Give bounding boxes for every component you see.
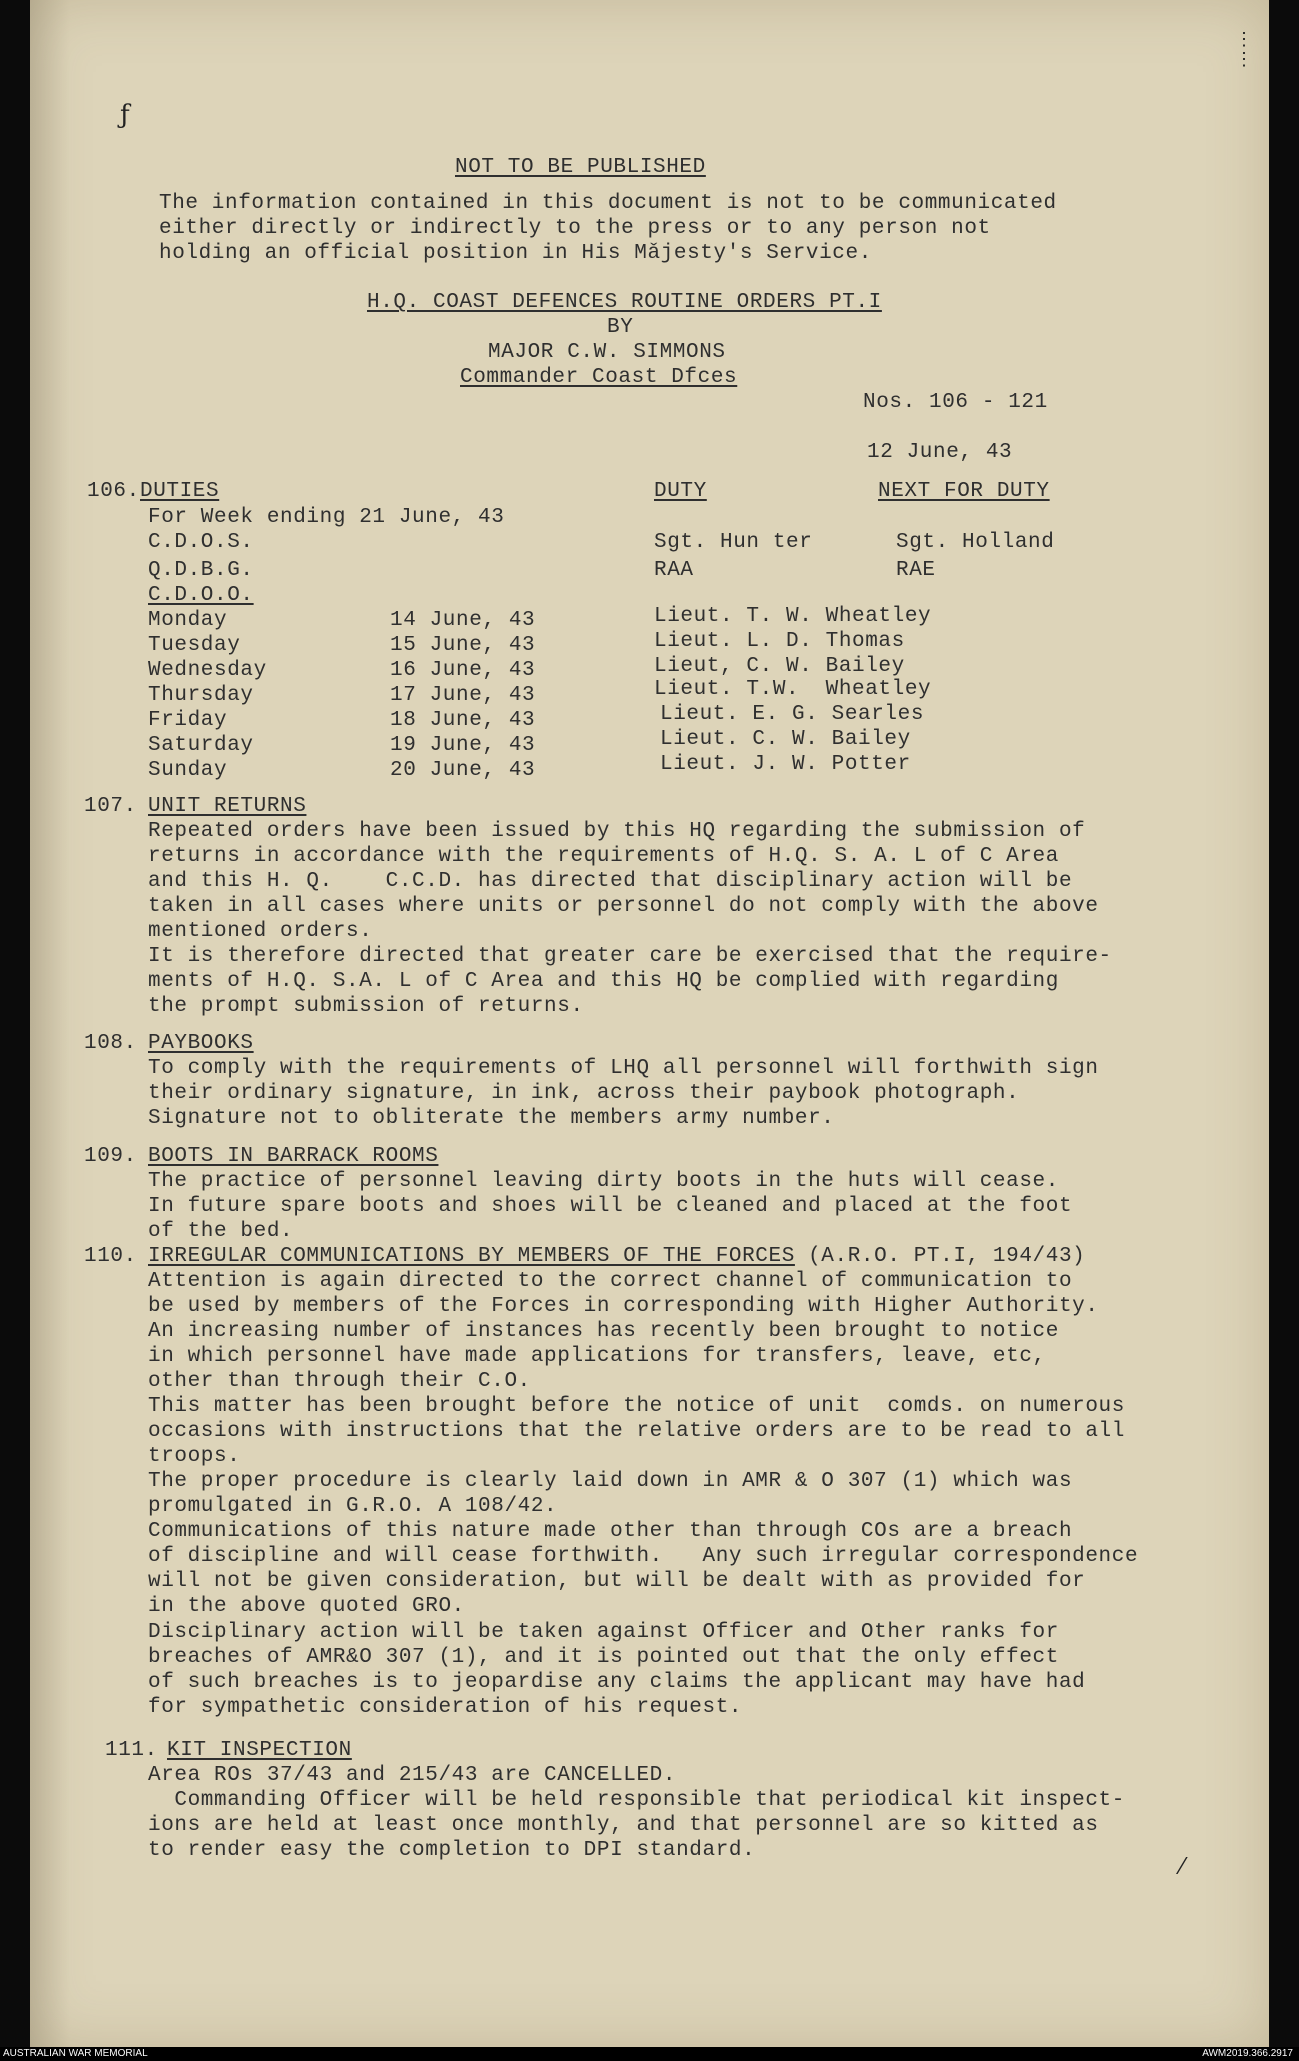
section-line: in the above quoted GRO. xyxy=(148,1595,465,1618)
duty-date: 15 June, 43 xyxy=(390,634,536,657)
duty-officer: Lieut. T.W. Wheatley xyxy=(654,678,932,701)
section-line: This matter has been brought before the notice of unit comds. on numerous xyxy=(148,1395,1125,1418)
section-line: and this H. Q. C.C.D. has directed that disciplinary action will be xyxy=(148,870,1073,893)
duty-role: C.D.O.O. xyxy=(148,584,254,607)
section-line: The proper procedure is clearly laid down in AMR & O 307 (1) which was xyxy=(148,1470,1073,1493)
duty-officer: Lieut. E. G. Searles xyxy=(660,703,925,726)
duty-role: C.D.O.S. xyxy=(148,531,254,554)
section-line: To comply with the requirements of LHQ all personnel will forthwith sign xyxy=(148,1057,1099,1080)
section-line: Signature not to obliterate the members army number. xyxy=(148,1107,835,1130)
duty-role: Q.D.B.G. xyxy=(148,559,254,582)
duty-day: Saturday xyxy=(148,734,254,757)
section-line: of such breaches is to jeopardise any claims the applicant may have had xyxy=(148,1671,1086,1694)
section-heading-row xyxy=(148,1244,1085,1269)
section-line: be used by members of the Forces in corresponding with Higher Authority. xyxy=(148,1295,1099,1318)
section-line: Commanding Officer will be held responsible that periodical kit inspect- xyxy=(148,1789,1125,1812)
section-line: in which personnel have made applications for transfers, leave, etc, xyxy=(148,1345,1046,1368)
orders-by: BY xyxy=(607,316,634,339)
section-line: Disciplinary action will be taken against Officer and Other ranks for xyxy=(148,1621,1059,1644)
duty-date: 19 June, 43 xyxy=(390,734,536,757)
section-line: Repeated orders have been issued by this HQ regarding the submission of xyxy=(148,820,1086,843)
orders-date: 12 June, 43 xyxy=(867,441,1013,464)
section-heading: KIT INSPECTION xyxy=(167,1739,352,1762)
duty-date: 20 June, 43 xyxy=(390,759,536,782)
section-heading: IRREGULAR COMMUNICATIONS BY MEMBERS OF THE FORCES xyxy=(148,1245,795,1268)
notice-title: NOT TO BE PUBLISHED xyxy=(455,156,706,179)
section-line: Attention is again directed to the correct channel of communication to xyxy=(148,1270,1073,1293)
section-line: taken in all cases where units or personnel do not comply with the above xyxy=(148,895,1099,918)
section-line: for sympathetic consideration of his request. xyxy=(148,1696,743,1719)
duty-officer: Lieut. L. D. Thomas xyxy=(654,630,905,653)
section-line: The practice of personnel leaving dirty boots in the huts will cease. xyxy=(148,1170,1059,1193)
duty-date: 17 June, 43 xyxy=(390,684,536,707)
margin-mark: ⁄ xyxy=(1180,1855,1184,1880)
archive-id: AWM2019.366.2917 xyxy=(1202,2048,1293,2059)
section-line: occasions with instructions that the relative orders are to be read to all xyxy=(148,1420,1125,1443)
section-line: their ordinary signature, in ink, across their paybook photograph. xyxy=(148,1082,1020,1105)
section-line: of the bed. xyxy=(148,1220,294,1243)
section-line: ions are held at least once monthly, and that personnel are so kitted as xyxy=(148,1814,1099,1837)
section-line: ments of H.Q. S.A. L of C Area and this HQ be complied with regarding xyxy=(148,970,1059,993)
duty-date: 18 June, 43 xyxy=(390,709,536,732)
duty-officer: Lieut. T. W. Wheatley xyxy=(654,605,932,628)
orders-author-title: Commander Coast Dfces xyxy=(460,366,738,389)
archive-footer xyxy=(0,2047,1299,2061)
section-number: 110. xyxy=(84,1245,137,1268)
duty-officer: Lieut. J. W. Potter xyxy=(660,753,911,776)
duty-date: 14 June, 43 xyxy=(390,609,536,632)
section-line: promulgated in G.R.O. A 108/42. xyxy=(148,1495,558,1518)
orders-title: H.Q. COAST DEFENCES ROUTINE ORDERS PT.I xyxy=(367,291,882,314)
duties-week: For Week ending 21 June, 43 xyxy=(148,506,505,529)
duty-day: Monday xyxy=(148,609,228,632)
section-heading: PAYBOOKS xyxy=(148,1032,254,1055)
duty-day: Wednesday xyxy=(148,659,267,682)
section-line: mentioned orders. xyxy=(148,920,373,943)
orders-author: MAJOR C.W. SIMMONS xyxy=(488,341,726,364)
duty-day: Friday xyxy=(148,709,228,732)
section-line: breaches of AMR&O 307 (1), and it is pointed out that the only effect xyxy=(148,1646,1059,1669)
section-line: troops. xyxy=(148,1445,241,1468)
section-heading: BOOTS IN BARRACK ROOMS xyxy=(148,1145,439,1168)
section-line: In future spare boots and shoes will be cleaned and placed at the foot xyxy=(148,1195,1073,1218)
section-line: to render easy the completion to DPI standard. xyxy=(148,1839,756,1862)
section-number: 109. xyxy=(84,1145,137,1168)
section-line: the prompt submission of returns. xyxy=(148,995,584,1018)
section-heading: DUTIES xyxy=(140,480,220,503)
section-line: of discipline and will cease forthwith. Any such irregular correspondence xyxy=(148,1545,1139,1568)
duty-officer: Lieut, C. W. Bailey xyxy=(654,655,905,678)
section-line: An increasing number of instances has recently been brought to notice xyxy=(148,1320,1059,1343)
section-heading-ref: (A.R.O. PT.I, 194/43) xyxy=(794,1245,1086,1268)
orders-numbers: Nos. 106 - 121 xyxy=(863,391,1048,414)
document-page xyxy=(30,0,1269,2047)
archive-name: AUSTRALIAN WAR MEMORIAL xyxy=(3,2048,148,2059)
section-heading: UNIT RETURNS xyxy=(148,795,307,818)
section-line: will not be given consideration, but will be dealt with as provided for xyxy=(148,1570,1086,1593)
duty-next: RAE xyxy=(896,559,936,582)
duty-day: Thursday xyxy=(148,684,254,707)
section-line: Communications of this nature made other than through COs are a breach xyxy=(148,1520,1073,1543)
section-number: 111. xyxy=(105,1739,158,1762)
duty-assigned: RAA xyxy=(654,559,694,582)
duty-day: Tuesday xyxy=(148,634,241,657)
duty-assigned: Sgt. Hun ter xyxy=(654,531,813,554)
section-line: returns in accordance with the requirements of H.Q. S. A. L of C Area xyxy=(148,845,1059,868)
notice-line: The information contained in this document is not to be communicated xyxy=(159,192,1057,215)
section-number: 106. xyxy=(87,480,140,503)
margin-mark: ⋮ ⋮ xyxy=(1235,29,1253,70)
notice-line: holding an official position in His Mǎjesty's Service. xyxy=(159,242,872,265)
section-line: other than through their C.O. xyxy=(148,1370,531,1393)
duty-next: Sgt. Holland xyxy=(896,531,1055,554)
duty-date: 16 June, 43 xyxy=(390,659,536,682)
section-number: 107. xyxy=(84,795,137,818)
margin-mark: ƒ xyxy=(120,100,130,130)
duties-col-duty: DUTY xyxy=(654,480,707,503)
section-number: 108. xyxy=(84,1032,137,1055)
duty-day: Sunday xyxy=(148,759,228,782)
notice-line: either directly or indirectly to the press or to any person not xyxy=(159,217,991,240)
duties-col-next: NEXT FOR DUTY xyxy=(878,480,1050,503)
section-line: It is therefore directed that greater care be exercised that the require- xyxy=(148,945,1112,968)
duty-officer: Lieut. C. W. Bailey xyxy=(660,728,911,751)
section-line: Area ROs 37/43 and 215/43 are CANCELLED. xyxy=(148,1764,677,1787)
